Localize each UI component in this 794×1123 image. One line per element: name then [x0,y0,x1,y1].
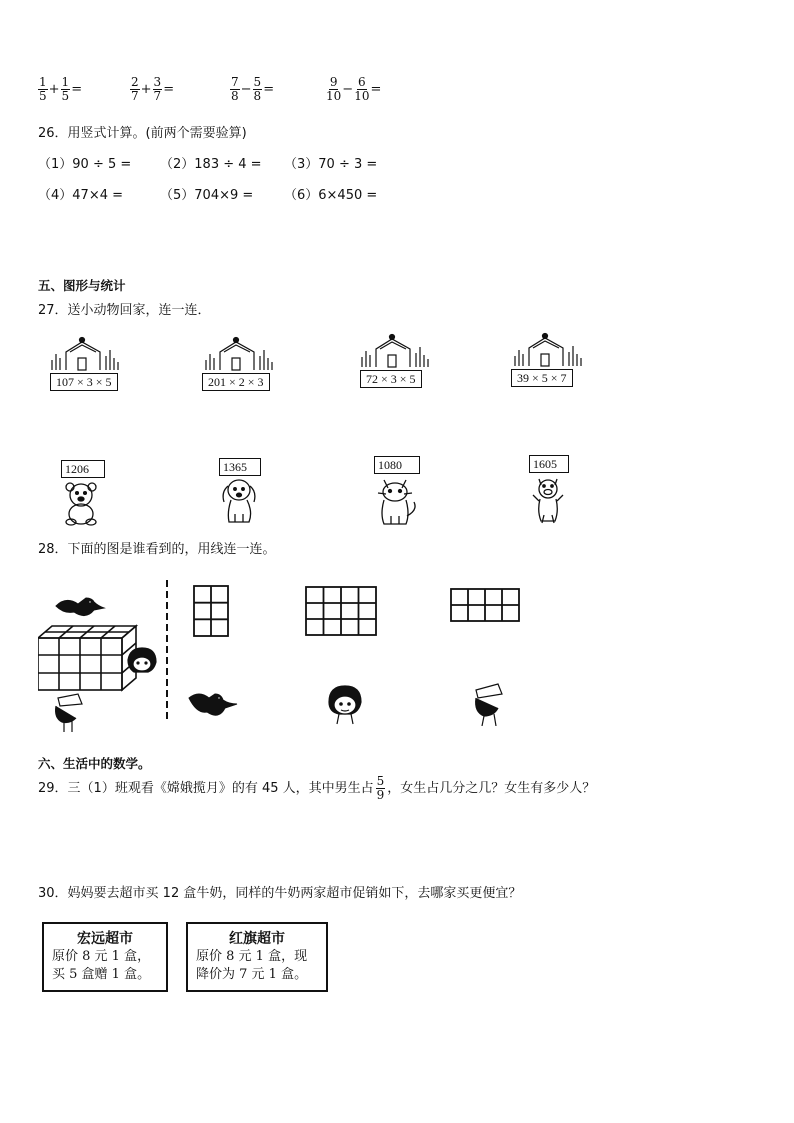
numerator: 3 [153,75,162,89]
store-line: 原价 8 元 1 盒， [52,949,151,964]
fraction-expression [38,76,83,103]
view-side[interactable] [193,585,229,637]
animal-cat[interactable] [374,456,420,530]
denominator: 5 [39,89,47,103]
bird-icon [189,694,237,715]
boy-face-icon [329,686,361,724]
operator: + [48,82,60,97]
house-label: 39 × 5 × 7 [511,369,573,387]
store-name: 宏远超市 [77,931,133,947]
q29-suffix: ，女生占几分之几？女生有多少人？ [387,780,596,796]
store-name: 红旗超市 [229,931,285,947]
fraction [253,76,263,103]
house-icon [511,332,583,368]
fraction [354,76,369,103]
denominator: 5 [61,89,70,103]
store-hongqi [186,922,328,992]
fraction [326,76,341,103]
capped-kid-icon [476,684,502,726]
capped-kid-observer[interactable] [472,682,506,726]
fraction-expression [230,76,275,103]
view-front[interactable] [305,586,377,636]
house-label: 107 × 3 × 5 [50,373,118,391]
q27-title: 27．送小动物回家，连一连． [38,303,211,318]
animal-number: 1080 [374,456,420,474]
fraction [38,76,48,103]
capped-kid-icon [56,694,82,732]
numerator: 9 [329,75,338,89]
boy-face-icon [128,648,156,672]
fraction [61,76,71,103]
house-icon [48,336,120,372]
operator: + [140,82,152,97]
fraction [230,76,240,103]
cube-block [38,626,136,690]
house-icon [358,333,430,369]
q30-title: 30．妈妈要去超市买 12 盒牛奶，同样的牛奶两家超市促销如下，去哪家买更便宜？ [38,886,522,901]
animal-number: 1605 [529,455,569,473]
denominator: 7 [153,89,162,103]
boy-observer[interactable] [325,684,365,726]
equals-sign: = [263,82,275,97]
house-label: 72 × 3 × 5 [360,370,422,388]
animal-dog[interactable] [219,458,261,530]
store-line: 原价 8 元 1 盒，现 [196,949,308,964]
q26-title: 26．用竖式计算。(前两个需要验算) [38,126,247,141]
denominator: 8 [231,89,239,103]
q29-line [38,775,595,802]
animal-number: 1365 [219,458,261,476]
store-line: 降价为 7 元 1 盒。 [196,967,308,982]
section-5-heading: 五、图形与统计 [38,278,126,293]
q26-item-4: （4）47×4 = [38,188,124,203]
dashed-divider [163,580,171,720]
q26-item-2: （2）183 ÷ 4 = [160,157,262,172]
house-icon [202,336,274,372]
denominator: 10 [326,89,342,103]
animal-number: 1206 [61,460,105,478]
equals-sign: = [163,82,175,97]
denominator: 10 [354,89,370,103]
animal-pig[interactable] [529,455,569,529]
bird-observer[interactable] [185,688,239,722]
fraction-expression [326,76,382,103]
animal-bear[interactable] [61,460,105,530]
fraction-expression [130,76,175,103]
q29-prefix: 29．三（1）班观看《嫦娥揽月》的有 45 人，其中男生占 [38,780,374,796]
equals-sign: = [370,82,382,97]
q29-frac-den: 9 [376,788,385,802]
section-6-heading: 六、生活中的数学。 [38,756,151,771]
q29-frac-num: 5 [376,774,385,788]
house-1[interactable] [48,336,120,389]
numerator: 5 [253,75,262,89]
q28-scene [38,588,168,732]
q26-item-1: （1）90 ÷ 5 = [38,157,132,172]
house-2[interactable] [202,336,274,389]
fraction [153,76,163,103]
numerator: 1 [39,75,47,89]
denominator: 7 [131,89,139,103]
numerator: 7 [231,75,239,89]
q26-item-3: （3）70 ÷ 3 = [284,157,378,172]
bear-icon [61,480,105,526]
store-line: 买 5 盒赠 1 盒。 [52,967,151,982]
q26-item-5: （5）704×9 = [160,188,254,203]
house-label: 201 × 2 × 3 [202,373,270,391]
denominator: 8 [253,89,262,103]
q28-title: 28．下面的图是谁看到的，用线连一连。 [38,542,276,557]
numerator: 2 [131,75,139,89]
q26-item-6: （6）6×450 = [284,188,378,203]
numerator: 6 [358,75,366,89]
store-hongyuan [42,922,168,992]
equals-sign: = [71,82,83,97]
dog-icon [219,478,261,526]
q29-fraction [376,775,386,802]
house-3[interactable] [358,333,430,386]
operator: − [240,82,252,97]
view-top[interactable] [450,588,520,622]
operator: − [342,82,354,97]
pig-icon [529,475,569,525]
numerator: 1 [61,75,70,89]
house-4[interactable] [511,332,583,385]
cat-icon [374,476,420,526]
fraction [130,76,140,103]
bird-icon [56,598,104,616]
